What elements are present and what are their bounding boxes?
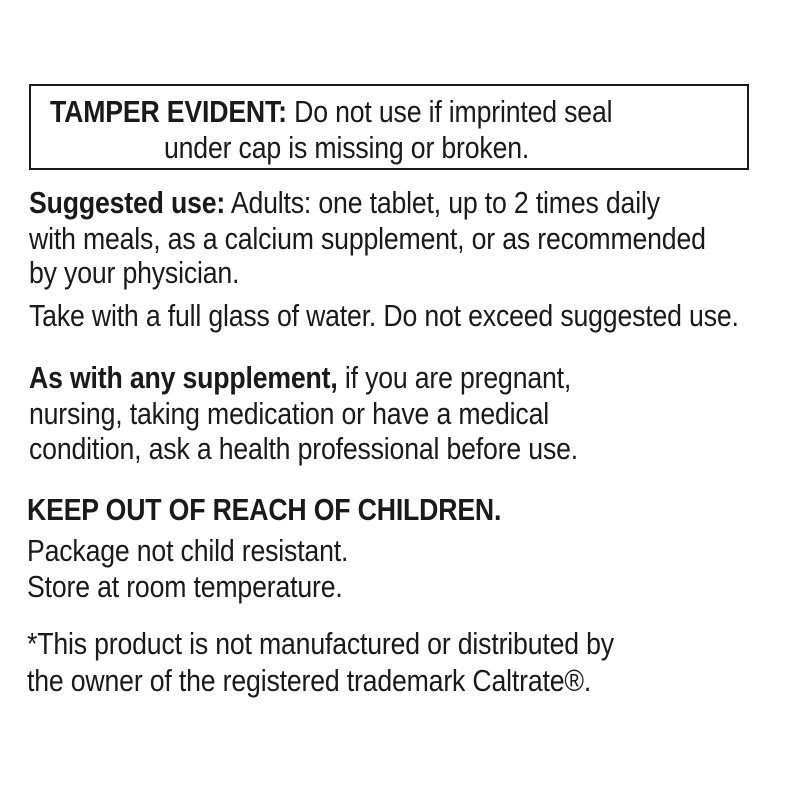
disclaimer-line-1: *This product is not manufactured or distributed by: [27, 626, 614, 661]
children-warning-line-1: Package not child resistant.: [27, 533, 349, 568]
tamper-line-1: [50, 95, 612, 129]
suggested-use-line-2: with meals, as a calcium supplement, or as recommended: [29, 221, 706, 256]
suggested-use-text-1: Adults: one tablet, up to 2 times daily: [225, 185, 660, 220]
tamper-line-2: under cap is missing or broken.: [164, 130, 530, 165]
children-warning-line-2: Store at room temperature.: [27, 569, 343, 604]
suggested-use-heading: Suggested use:: [29, 185, 226, 220]
supplement-warning-heading: As with any supplement,: [29, 360, 338, 395]
supplement-warning-text-1: if you are pregnant,: [337, 360, 572, 395]
suggested-use-line-1: [29, 186, 660, 220]
suggested-use-line-4: Take with a full glass of water. Do not exceed suggested use.: [29, 298, 739, 333]
tamper-heading: TAMPER EVIDENT:: [50, 94, 287, 129]
disclaimer-line-2: the owner of the registered trademark Caltrate®.: [27, 663, 592, 698]
supplement-warning-line-3: condition, ask a health professional before use.: [29, 431, 579, 466]
suggested-use-line-3: by your physician.: [29, 255, 240, 290]
supplement-warning-line-1: [29, 361, 571, 395]
children-warning-heading: KEEP OUT OF REACH OF CHILDREN.: [27, 492, 502, 527]
supplement-warning-line-2: nursing, taking medication or have a medical: [29, 396, 550, 431]
tamper-text-1: Do not use if imprinted seal: [286, 94, 613, 129]
